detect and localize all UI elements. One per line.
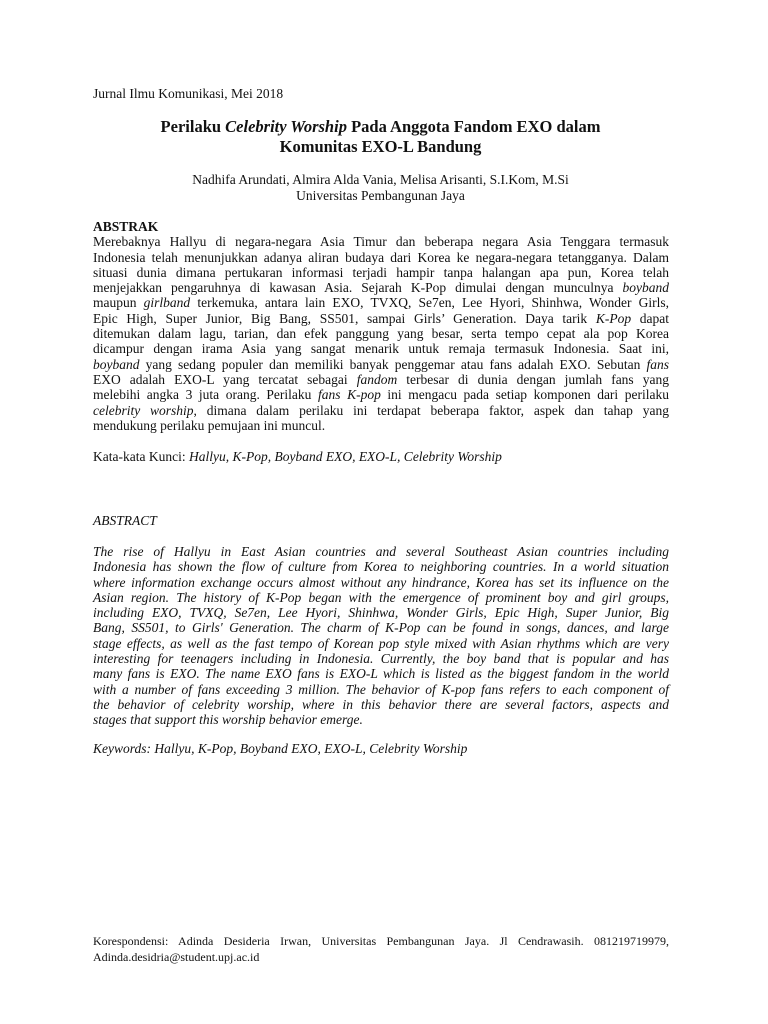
- abstrak-line: [93, 372, 669, 387]
- abstract-line: Asian region. The history of K-Pop began with the emergence of prominent boy and girl groups,: [93, 589, 669, 605]
- kata-kunci-label: Kata-kata Kunci:: [93, 449, 189, 464]
- title-part-italic: Celebrity Worship: [225, 117, 347, 136]
- text-run: terkemuka, antara lain EXO, TVXQ, Se7en, Lee Hyori, Shinhwa, Wonder Girls,: [190, 295, 669, 311]
- italic-run: fans K-pop: [318, 387, 381, 403]
- text-run: , dimana dalam perilaku ini terdapat beberapa faktor, aspek dan tahap yang: [193, 402, 669, 418]
- title-part: Pada Anggota Fandom EXO dalam: [346, 117, 601, 136]
- text-run: ini mengacu pada setiap komponen dari perilaku: [380, 387, 669, 403]
- abstrak-line: [93, 280, 669, 295]
- abstrak-line: [93, 357, 669, 372]
- correspondence-line: Korespondensi: Adinda Desideria Irwan, Universitas Pembangunan Jaya. Jl Cendrawasih. 081219719979,: [93, 934, 669, 948]
- correspondence-footer: [93, 934, 669, 965]
- italic-run: fans: [646, 356, 669, 372]
- text-run: menjejakkan pengaruhnya di kawasan Asia. Sejarah K-Pop dimulai dengan munculnya: [93, 280, 614, 296]
- abstract-line: interesting for teenagers including in Indonesia. Currently, the boy band that is popular and has: [93, 651, 669, 667]
- correspondence-email: Adinda.desidria@student.upj.ac.id: [93, 949, 260, 964]
- abstract-heading: ABSTRACT: [93, 513, 157, 528]
- journal-header: Jurnal Ilmu Komunikasi, Mei 2018: [93, 86, 284, 101]
- title-part: Perilaku: [160, 117, 226, 136]
- text-run: maupun: [93, 295, 144, 311]
- text-run: yang sedang populer dan memiliki banyak penggemar atau fans adalah EXO. Sebutan: [139, 356, 647, 372]
- author-block: [93, 172, 668, 204]
- abstrak-line: Merebaknya Hallyu di negara-negara Asia Timur dan beberapa negara Asia Tenggara termasuk: [93, 234, 669, 250]
- abstrak-line: mendukung perilaku pemujaan ini muncul.: [93, 417, 326, 433]
- abstract-body: [93, 544, 669, 728]
- italic-run: fandom: [356, 371, 398, 387]
- italic-run: celebrity worship: [93, 402, 194, 418]
- abstract-line: stages that support this worship behavior emerge.: [93, 712, 363, 728]
- abstract-line: the behavior of celebrity worship, where in this behavior there are several factors, aspects and: [93, 696, 669, 712]
- italic-run: K-Pop: [595, 310, 632, 326]
- italic-run: girlband: [143, 295, 191, 311]
- abstract-line: Bang, SS501, to Girls' Generation. The charm of K-Pop can be found in songs, dances, and large: [93, 620, 669, 636]
- abstrak-line: [93, 403, 669, 418]
- abstrak-line: [93, 311, 669, 326]
- text-run: dapat: [631, 310, 670, 326]
- abstract-line: with a number of fans exceeding 3 million. The behavior of K-pop fans refers to each component of: [93, 681, 669, 697]
- abstrak-heading: ABSTRAK: [93, 219, 159, 234]
- abstract-line: including EXO, TVXQ, Se7en, Lee Hyori, Shinhwa, Wonder Girls, Epic High, Super Junior, Big: [93, 605, 669, 621]
- text-run: melebihi angka 3 juta orang. Perilaku: [93, 387, 318, 403]
- abstract-line: The rise of Hallyu in East Asian countries and several Southeast Asian countries including: [93, 544, 669, 559]
- abstract-line: where information exchange occurs almost without any hindrance, Korea has set its influence on the: [93, 574, 669, 590]
- keywords-label: Keywords: [93, 741, 147, 756]
- author-names: Nadhifa Arundati, Almira Alda Vania, Melisa Arisanti, S.I.Kom, M.Si: [192, 172, 569, 187]
- text-run: terbesar di dunia dengan jumlah fans yang: [397, 371, 669, 387]
- italic-run: boyband: [622, 280, 670, 296]
- affiliation: Universitas Pembangunan Jaya: [296, 188, 465, 203]
- paper-title: [93, 117, 668, 157]
- kata-kunci: [93, 449, 669, 464]
- abstrak-line: [93, 295, 669, 310]
- text-run: Epic High, Super Junior, Big Bang, SS501, sampai Girls’ Generation. Daya tarik: [93, 310, 588, 326]
- abstract-line: Indonesia has shown the flow of culture from Korea to neighboring countries. In a world situation: [93, 559, 669, 575]
- abstrak-line: [93, 387, 669, 402]
- abstrak-section: [93, 219, 669, 433]
- italic-run: boyband: [93, 356, 140, 372]
- abstrak-line: ditemukan dalam lagu, tarian, dan efek panggung yang besar, serta tempo cepat ala pop Korea: [93, 326, 669, 342]
- abstrak-line: situasi dunia dimana pertukaran informasi terjadi hampir tanpa halangan apa pun, Korea telah: [93, 264, 669, 280]
- text-run: EXO adalah EXO-L yang tercatat sebagai: [93, 371, 357, 387]
- abstract-line: many fans is EXO. The name EXO fans is EXO-L which is listed as the biggest fandom in the world: [93, 666, 669, 682]
- abstrak-line: Indonesia telah menunjukkan adanya aliran budaya dari Korea ke negara-negara tetangganya. Dalam: [93, 249, 669, 265]
- abstrak-body: [93, 234, 669, 433]
- abstract-line: stage effects, as well as the fast tempo of Korean pop style mixed with Asian rhythms which are very: [93, 635, 669, 651]
- title-line-2: Komunitas EXO-L Bandung: [279, 137, 482, 156]
- keywords: [93, 741, 669, 756]
- kata-kunci-value: Hallyu, K-Pop, Boyband EXO, EXO-L, Celebrity Worship: [188, 449, 502, 464]
- abstract-section: [93, 513, 669, 528]
- keywords-value: : Hallyu, K-Pop, Boyband EXO, EXO-L, Celebrity Worship: [146, 741, 468, 756]
- abstrak-line: dicampur dengan irama Asia yang sangat menarik untuk remaja termasuk Indonesia. Saat ini,: [93, 341, 669, 357]
